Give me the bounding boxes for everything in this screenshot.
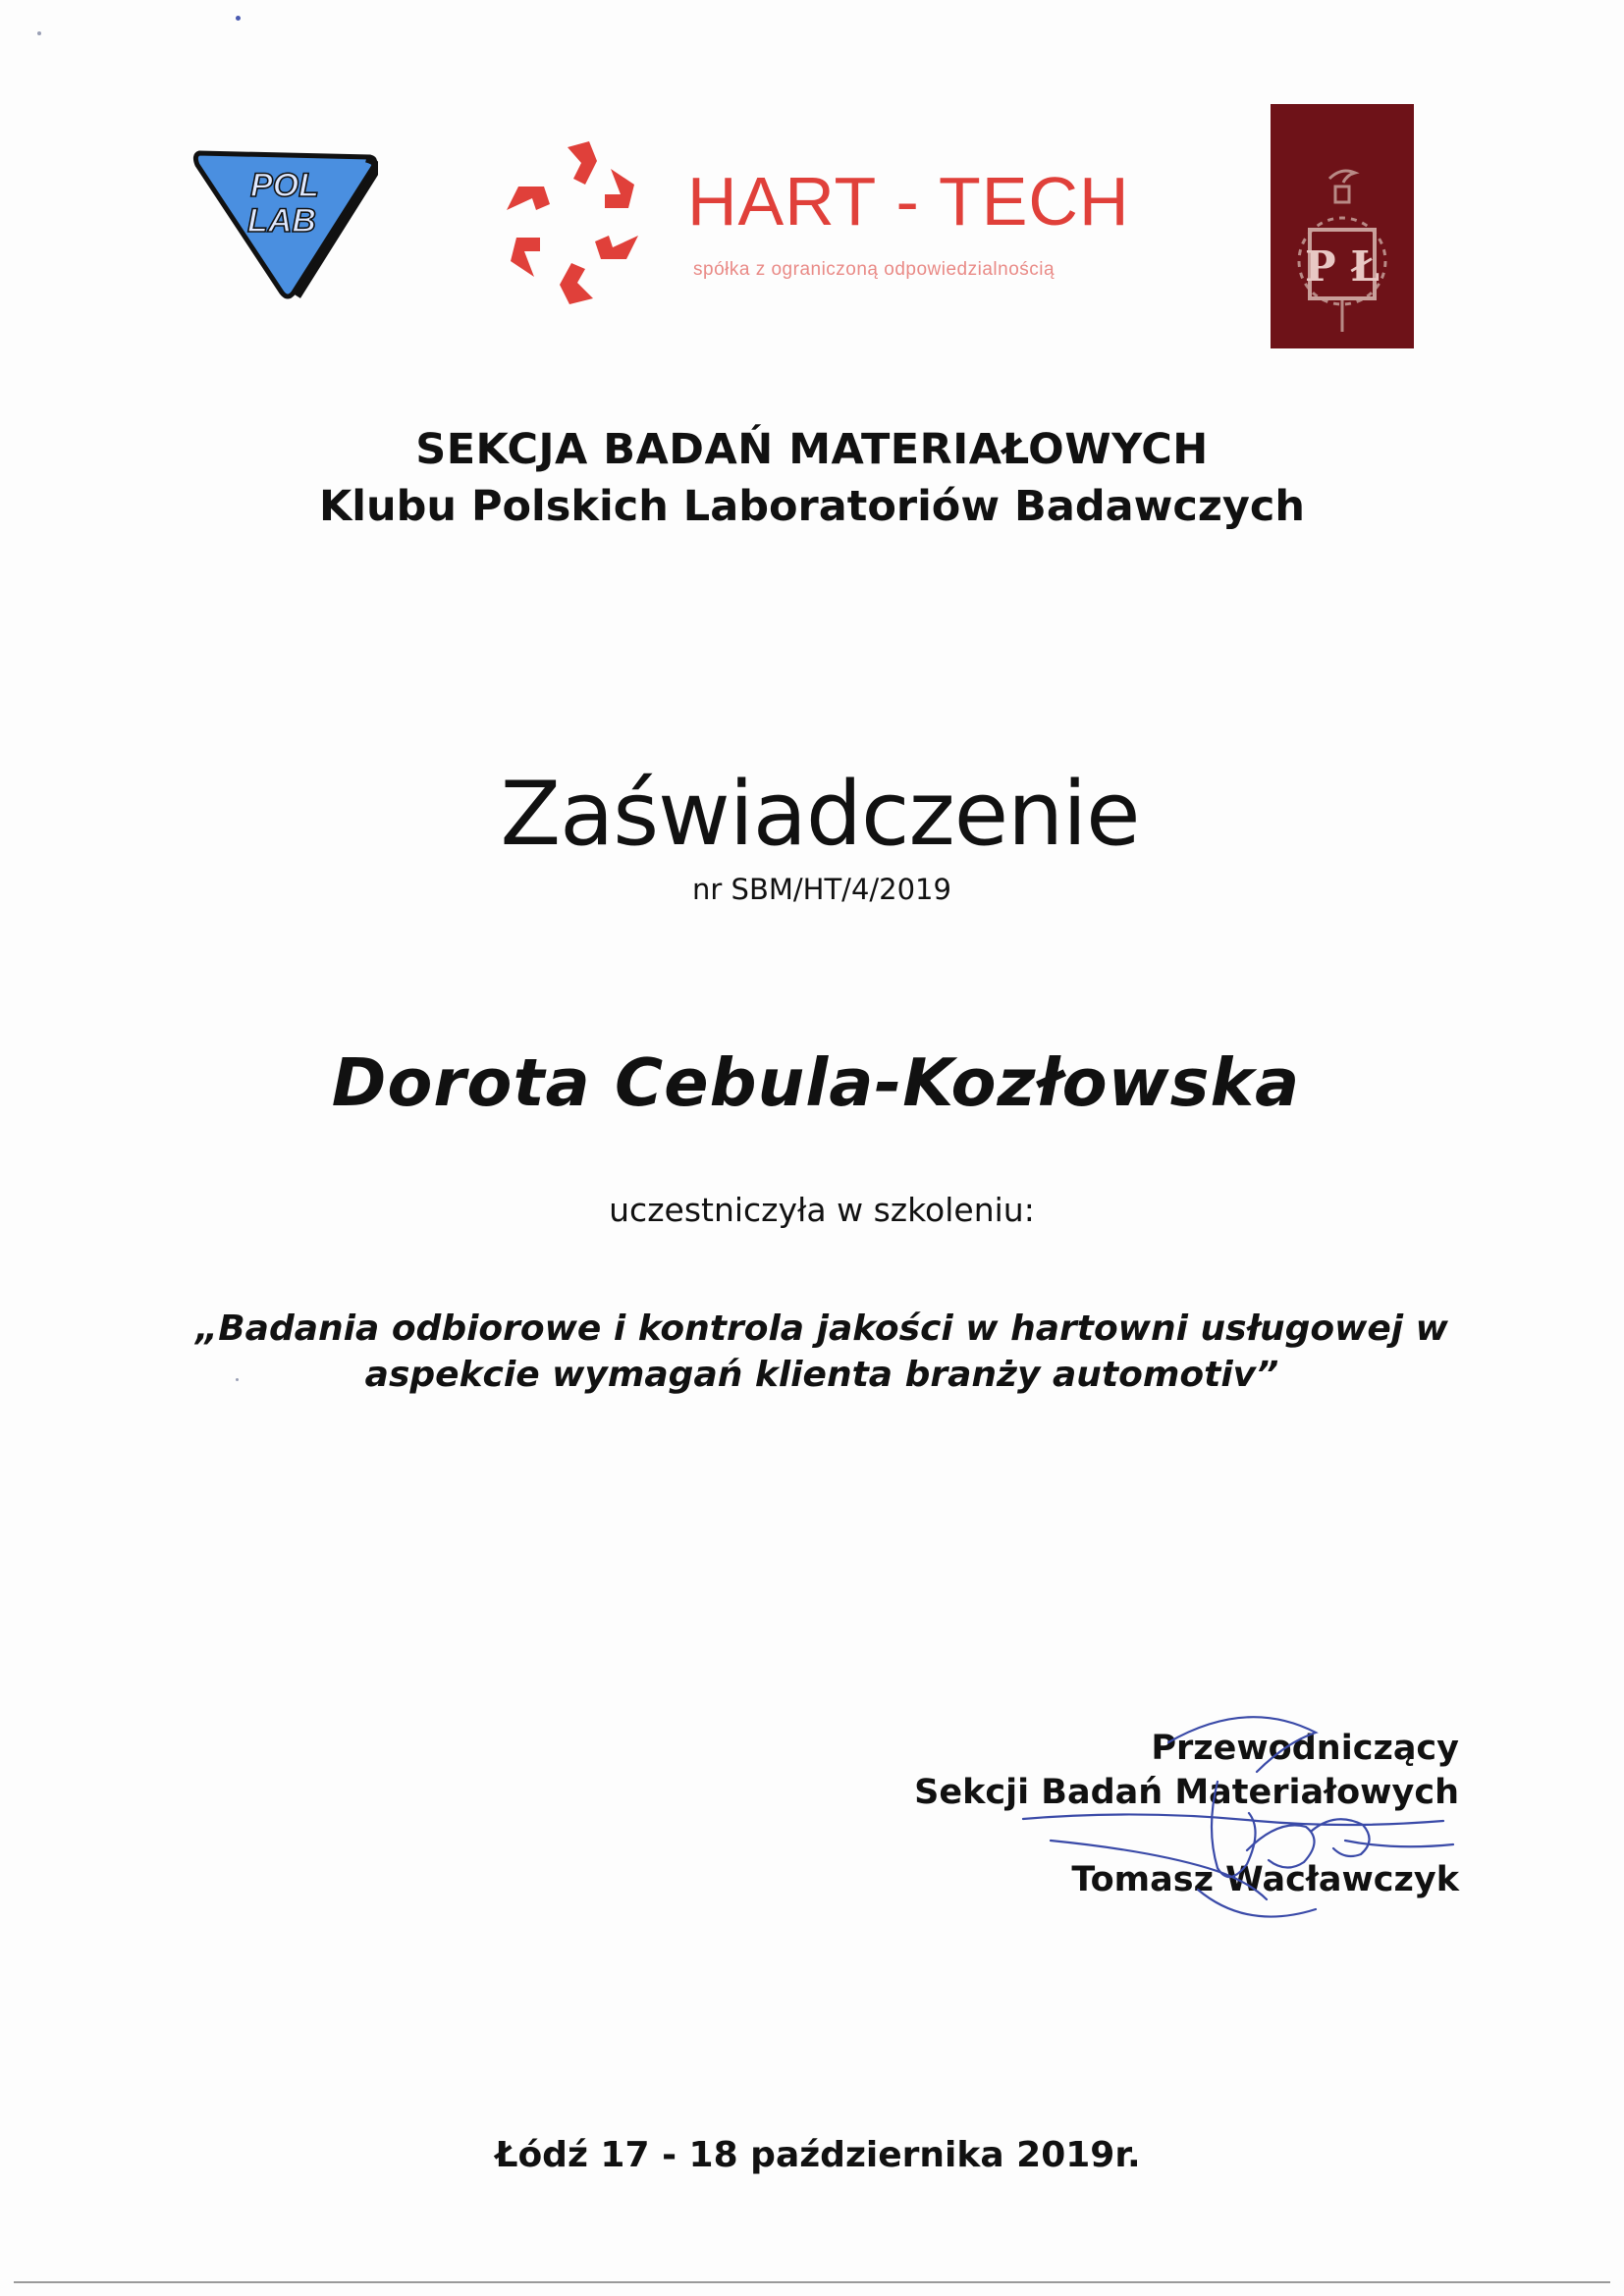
certificate-title: Zaświadczenie bbox=[500, 763, 1140, 866]
bottom-divider bbox=[14, 2281, 1610, 2283]
place-and-date: Łódź 17 - 18 października 2019r. bbox=[495, 2135, 1141, 2175]
signatory-name: Tomasz Wacławczyk bbox=[1071, 1860, 1459, 1899]
university-emblem-text: P Ł bbox=[1304, 242, 1380, 291]
pollab-logo-text-2: LAB bbox=[247, 202, 316, 240]
university-emblem bbox=[1271, 104, 1414, 348]
section-title: SEKCJA BADAŃ MATERIAŁOWYCH bbox=[415, 425, 1209, 474]
course-title-line-2: aspekcie wymagań klienta branży automotiv” bbox=[364, 1355, 1279, 1395]
hart-tech-emblem bbox=[499, 139, 646, 306]
scan-speck bbox=[236, 16, 241, 21]
signatory-role: Przewodniczący bbox=[1151, 1729, 1459, 1768]
pollab-logo bbox=[191, 145, 378, 302]
scan-speck bbox=[37, 31, 41, 35]
hart-tech-name: HART - TECH bbox=[687, 163, 1130, 240]
pollab-logo-text-1: POL bbox=[250, 167, 319, 204]
certificate-number: nr SBM/HT/4/2019 bbox=[692, 873, 951, 906]
signatory-section: Sekcji Badań Materiałowych bbox=[914, 1773, 1459, 1812]
recipient-name: Dorota Cebula-Kozłowska bbox=[331, 1044, 1301, 1121]
participation-text: uczestniczyła w szkoleniu: bbox=[609, 1191, 1035, 1229]
hart-tech-subtitle: spółka z ograniczoną odpowiedzialnością bbox=[693, 259, 1056, 280]
course-title-line-1: „Badania odbiorowe i kontrola jakości w hartowni usługowej w bbox=[195, 1308, 1448, 1349]
club-name: Klubu Polskich Laboratoriów Badawczych bbox=[318, 482, 1306, 531]
